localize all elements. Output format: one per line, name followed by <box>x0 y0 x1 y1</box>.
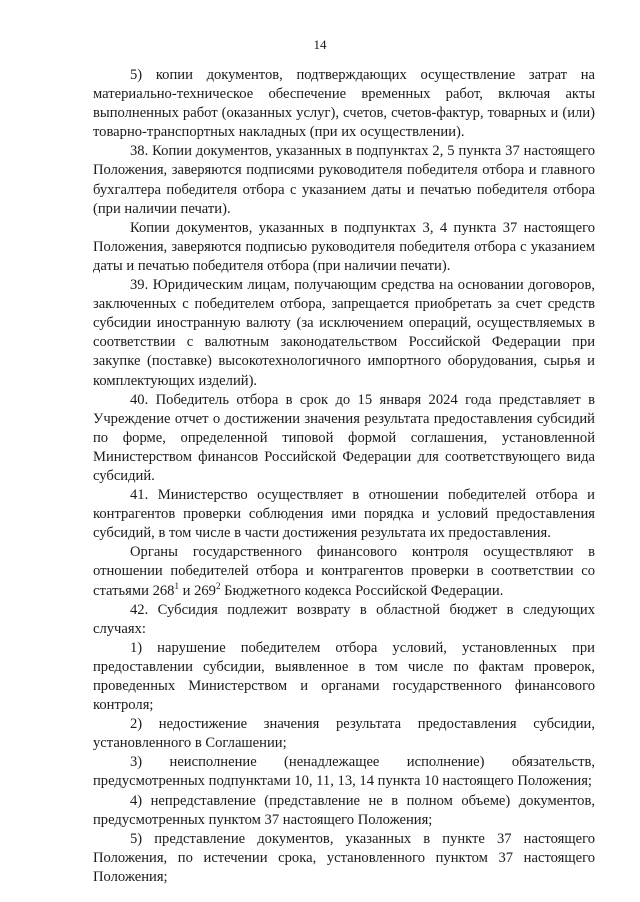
paragraph-subitem-5-copies: 5) копии документов, подтверждающих осуществление затрат на материально-техническое обеспечение временных работ, включая акты выполненных работ (оказанных услуг), счетов, счетов-фактур, товарных и (или) товарно-транспортных накладных (при их осуществлении). <box>93 67 595 141</box>
paragraph-42-case-4: 4) непредставление (представление не в полном объеме) документов, предусмотренных пунктом 37 настоящего Положения; <box>93 792 595 828</box>
text-segment: и 269 <box>178 582 216 599</box>
paragraph-38: 38. Копии документов, указанных в подпунктах 2, 5 пункта 37 настоящего Положения, заверяются подписями руководителя победителя отбора и главного бухгалтера победителя отбора с указанием даты и печатью победителя отбора (при наличии печати). <box>93 143 595 217</box>
paragraph-42: 42. Субсидия подлежит возврату в областной бюджет в следующих случаях: <box>93 601 595 637</box>
superscript: 2 <box>215 580 221 591</box>
paragraph-42-case-3: 3) неисполнение (ненадлежащее исполнение) обязательств, предусмотренных подпунктами 10, 11, 13, 14 пункта 10 настоящего Положения; <box>93 754 595 790</box>
paragraph-42-case-2: 2) недостижение значения результата предоставления субсидии, установленного в Соглашении; <box>93 716 595 752</box>
paragraph-40: 40. Победитель отбора в срок до 15 января 2024 года представляет в Учреждение отчет о достижении значения результата предоставления субсидий по форме, определенной типовой формой соглашения, установленной Министерством финансов Российской Федерации для соответствующего вида субсидий. <box>93 391 595 484</box>
paragraph-42-case-1: 1) нарушение победителем отбора условий, установленных при предоставлении субсидии, выявленное в том числе по фактам проверок, проведенных Министерством и органами государственного финансового контроля; <box>93 639 595 714</box>
text-segment: Бюджетного кодекса Российской Федерации. <box>220 582 504 599</box>
paragraph-41: 41. Министерство осуществляет в отношении победителей отбора и контрагентов проверки соблюдения ими порядка и условий предоставления субсидий, в том числе в части достижения результата их предоставления. <box>93 487 595 542</box>
paragraph-39: 39. Юридическим лицам, получающим средства на основании договоров, заключенных с победителем отбора, запрещается приобретать за счет средств субсидии иностранную валюту (за исключением операций, осуществляемых в соответствии с валютным законодательством Российской Федерации при закупке (поставке) высокотехнологичного импортного оборудования, сырья и комплектующих изделий). <box>93 277 595 389</box>
text-segment: Органы государственного финансового контроля осуществляют в отношении победителей отбора и контрагентов проверки в соответствии со статьями 268 <box>93 544 595 599</box>
superscript: 1 <box>174 580 179 591</box>
paragraph-41-control-bodies <box>93 543 595 600</box>
paragraph-38-copies: Копии документов, указанных в подпунктах 3, 4 пункта 37 настоящего Положения, заверяются подписью руководителя победителя отбора с указанием даты и печатью победителя отбора (при наличии печати). <box>93 219 595 274</box>
paragraph-42-case-5: 5) представление документов, указанных в пункте 37 настоящего Положения, по истечении срока, установленного пунктом 37 настоящего Положения; <box>93 830 595 885</box>
page-number: 14 <box>313 37 327 52</box>
document-body <box>93 66 595 887</box>
